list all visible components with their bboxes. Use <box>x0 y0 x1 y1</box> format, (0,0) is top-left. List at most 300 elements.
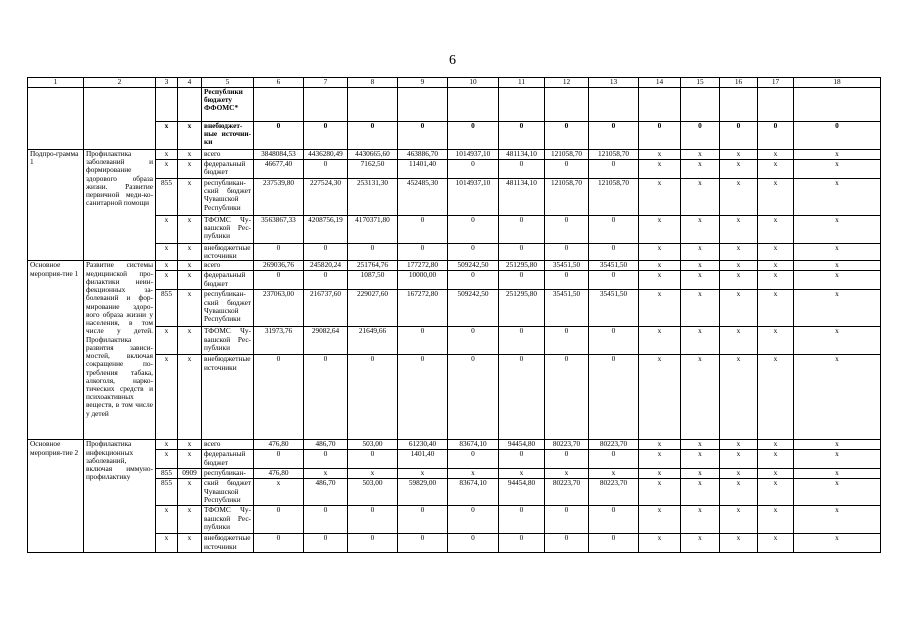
funding-source: ТФОМС Чу-вашской Рес-публики <box>202 327 254 355</box>
value-cell: 0 <box>448 355 499 440</box>
table-row <box>28 355 881 440</box>
table-row <box>28 160 881 179</box>
code-section: x <box>178 216 202 244</box>
value-cell: 476,80 <box>254 440 304 450</box>
value-cell: 121058,70 <box>545 150 589 160</box>
value-cell: x <box>639 355 681 440</box>
value-cell: 3563867,33 <box>254 216 304 244</box>
value-cell: 509242,50 <box>448 290 499 327</box>
value-cell: x <box>639 506 681 534</box>
value-cell: 0 <box>448 327 499 355</box>
section-description: Профилактика заболеваний и формирование здорового образа жизни. Развитие первичной меди-ко-санитарной помощи <box>84 150 156 261</box>
value-cell: 0 <box>589 244 639 261</box>
value-cell: x <box>681 160 720 179</box>
value-cell: x <box>639 450 681 469</box>
value-cell: x <box>304 469 348 479</box>
value-cell: x <box>720 479 758 506</box>
value-cell: x <box>720 216 758 244</box>
value-cell: 0 <box>304 271 348 290</box>
value-cell: 0 <box>545 534 589 553</box>
value-cell: 0 <box>348 450 398 469</box>
funding-source: ТФОМС Чу-вашской Рес-публики <box>202 216 254 244</box>
empty-cell <box>720 88 758 122</box>
table-row <box>28 179 881 216</box>
value-cell: x <box>720 506 758 534</box>
value-cell: x <box>681 290 720 327</box>
continuation-title-cell <box>28 88 84 150</box>
code-section: x <box>178 450 202 469</box>
value-cell: 59829,00 <box>398 479 448 506</box>
value-cell: x <box>794 450 881 469</box>
value-cell: 29082,64 <box>304 327 348 355</box>
table-row <box>28 290 881 327</box>
column-number: 7 <box>304 78 348 88</box>
table-row <box>28 450 881 469</box>
value-cell: x <box>758 179 794 216</box>
value-cell: x <box>639 261 681 271</box>
value-cell: 0 <box>254 450 304 469</box>
code-grbs: 855 <box>156 290 178 327</box>
value-cell: 4436280,49 <box>304 150 348 160</box>
column-number: 18 <box>794 78 881 88</box>
value-cell: x <box>720 534 758 553</box>
value-cell: 177272,80 <box>398 261 448 271</box>
value-cell: 509242,50 <box>448 261 499 271</box>
code-grbs: x <box>156 327 178 355</box>
value-cell: 0 <box>589 355 639 440</box>
value-cell: x <box>720 150 758 160</box>
value-cell: 80223,70 <box>545 479 589 506</box>
value-cell: x <box>720 327 758 355</box>
value-cell: x <box>720 450 758 469</box>
code-section: x <box>178 534 202 553</box>
value-cell: 35451,50 <box>545 261 589 271</box>
empty-cell <box>681 88 720 122</box>
value-cell: 0 <box>348 534 398 553</box>
value-cell: 463886,70 <box>398 150 448 160</box>
value-cell: 0 <box>304 160 348 179</box>
value-cell: x <box>794 179 881 216</box>
value-cell: 121058,70 <box>589 150 639 160</box>
value-cell: 227524,30 <box>304 179 348 216</box>
value-cell: x <box>681 469 720 479</box>
value-cell: x <box>794 290 881 327</box>
value-cell: x <box>639 271 681 290</box>
value-cell: 0 <box>794 122 881 150</box>
value-cell: x <box>794 244 881 261</box>
value-cell: 21649,66 <box>348 327 398 355</box>
code-grbs: x <box>156 122 178 150</box>
table-row <box>28 216 881 244</box>
code-grbs: x <box>156 150 178 160</box>
code-grbs: x <box>156 450 178 469</box>
value-cell: 11401,40 <box>398 160 448 179</box>
value-cell: 0 <box>545 216 589 244</box>
table-row <box>28 261 881 271</box>
value-cell: 0 <box>589 506 639 534</box>
empty-cell <box>178 88 202 122</box>
value-cell: 0 <box>304 506 348 534</box>
column-number: 9 <box>398 78 448 88</box>
value-cell: x <box>758 150 794 160</box>
value-cell: 4170371,80 <box>348 216 398 244</box>
value-cell: x <box>720 290 758 327</box>
value-cell: 0 <box>398 122 448 150</box>
funding-source: внебюджетные источники <box>202 355 254 440</box>
column-number: 5 <box>202 78 254 88</box>
funding-source: ТФОМС Чу-вашской Рес-публики <box>202 506 254 534</box>
table-row <box>28 440 881 450</box>
value-cell: 0 <box>545 355 589 440</box>
column-number: 16 <box>720 78 758 88</box>
code-grbs: x <box>156 534 178 553</box>
value-cell: x <box>720 179 758 216</box>
value-cell: 80223,70 <box>545 440 589 450</box>
value-cell: x <box>794 506 881 534</box>
value-cell: 4430665,60 <box>348 150 398 160</box>
column-number: 15 <box>681 78 720 88</box>
value-cell: 0 <box>398 216 448 244</box>
value-cell: x <box>758 261 794 271</box>
code-section: x <box>178 271 202 290</box>
value-cell: 121058,70 <box>589 179 639 216</box>
value-cell: 0 <box>681 122 720 150</box>
value-cell: 229027,60 <box>348 290 398 327</box>
value-cell: 1014937,10 <box>448 150 499 160</box>
value-cell: 0 <box>545 160 589 179</box>
value-cell: x <box>720 355 758 440</box>
value-cell: x <box>758 290 794 327</box>
empty-cell <box>545 88 589 122</box>
code-grbs: 855 <box>156 179 178 216</box>
value-cell: x <box>794 440 881 450</box>
value-cell: x <box>758 479 794 506</box>
value-cell: 0 <box>589 216 639 244</box>
value-cell: x <box>254 479 304 506</box>
value-cell: x <box>639 479 681 506</box>
value-cell: 0 <box>348 355 398 440</box>
value-cell: 0 <box>304 244 348 261</box>
value-cell: 0 <box>499 506 545 534</box>
value-cell: x <box>639 327 681 355</box>
column-number: 2 <box>84 78 156 88</box>
value-cell: 35451,50 <box>589 261 639 271</box>
value-cell: 0 <box>398 244 448 261</box>
value-cell: x <box>681 440 720 450</box>
value-cell: x <box>758 506 794 534</box>
value-cell: 0 <box>589 122 639 150</box>
value-cell: 0 <box>589 271 639 290</box>
value-cell: 167272,80 <box>398 290 448 327</box>
value-cell: 476,80 <box>254 469 304 479</box>
code-grbs: 855 <box>156 479 178 506</box>
value-cell: x <box>448 469 499 479</box>
code-section: 0909 <box>178 469 202 479</box>
value-cell: 1087,50 <box>348 271 398 290</box>
value-cell: x <box>758 160 794 179</box>
value-cell: 237539,80 <box>254 179 304 216</box>
section-description: Развитие системы медицинской про-филактики неин-фекционных за-болеваний и фор-мирование здоро-вого образа жизни у населения, в том числе у детей. Профилактика развития зависи-мостей, включая сокращение по-требления табака, алкоголя, нарко-тических средств и психоактивных веществ, в том числе у детей <box>84 261 156 440</box>
budget-table <box>27 77 881 553</box>
value-cell: x <box>499 469 545 479</box>
value-cell: 7162,50 <box>348 160 398 179</box>
value-cell: x <box>639 440 681 450</box>
value-cell: 1014937,10 <box>448 179 499 216</box>
value-cell: x <box>794 479 881 506</box>
value-cell: x <box>758 271 794 290</box>
funding-source: республикан-ский бюджет Чувашской Республики <box>202 290 254 327</box>
value-cell: x <box>720 160 758 179</box>
code-grbs: x <box>156 271 178 290</box>
value-cell: x <box>681 534 720 553</box>
value-cell: 253131,30 <box>348 179 398 216</box>
value-cell: x <box>639 469 681 479</box>
value-cell: x <box>639 290 681 327</box>
empty-cell <box>398 88 448 122</box>
value-cell: 0 <box>589 160 639 179</box>
value-cell: 0 <box>448 160 499 179</box>
value-cell: 486,70 <box>304 479 348 506</box>
table-row <box>28 150 881 160</box>
funding-source: федеральный бюджет <box>202 160 254 179</box>
value-cell: 245820,24 <box>304 261 348 271</box>
column-number: 11 <box>499 78 545 88</box>
value-cell: x <box>639 534 681 553</box>
empty-cell <box>758 88 794 122</box>
table-row <box>28 534 881 553</box>
value-cell: x <box>720 244 758 261</box>
value-cell: 61230,40 <box>398 440 448 450</box>
funding-source: всего <box>202 150 254 160</box>
value-cell: x <box>720 261 758 271</box>
page-number: 6 <box>449 53 456 68</box>
value-cell: 503,00 <box>348 479 398 506</box>
value-cell: 31973,76 <box>254 327 304 355</box>
value-cell: x <box>681 261 720 271</box>
value-cell: x <box>639 216 681 244</box>
value-cell: x <box>681 150 720 160</box>
value-cell: 0 <box>254 244 304 261</box>
column-number: 1 <box>28 78 84 88</box>
value-cell: 0 <box>499 244 545 261</box>
value-cell: 0 <box>545 327 589 355</box>
value-cell: 0 <box>348 122 398 150</box>
value-cell: 0 <box>348 244 398 261</box>
value-cell: 0 <box>639 122 681 150</box>
value-cell: x <box>681 327 720 355</box>
value-cell: x <box>720 271 758 290</box>
value-cell: x <box>681 355 720 440</box>
value-cell: 0 <box>448 122 499 150</box>
column-number-row <box>28 78 881 88</box>
code-section: x <box>178 479 202 506</box>
value-cell: 35451,50 <box>589 290 639 327</box>
value-cell: x <box>794 271 881 290</box>
value-cell: x <box>639 244 681 261</box>
code-section: x <box>178 506 202 534</box>
value-cell: 0 <box>304 450 348 469</box>
value-cell: 503,00 <box>348 440 398 450</box>
section-title: Основное мероприя-тие 1 <box>28 261 84 440</box>
value-cell: 481134,10 <box>499 179 545 216</box>
value-cell: 0 <box>545 450 589 469</box>
value-cell: 80223,70 <box>589 440 639 450</box>
value-cell: x <box>681 479 720 506</box>
funding-source: республикан-ский бюджет Чувашской Республики <box>202 179 254 216</box>
empty-cell <box>448 88 499 122</box>
empty-cell <box>499 88 545 122</box>
value-cell: 0 <box>254 122 304 150</box>
value-cell: 0 <box>448 534 499 553</box>
value-cell: 94454,80 <box>499 479 545 506</box>
value-cell: x <box>794 160 881 179</box>
value-cell: x <box>794 355 881 440</box>
value-cell: x <box>758 327 794 355</box>
value-cell: x <box>794 469 881 479</box>
value-cell: 0 <box>398 327 448 355</box>
value-cell: x <box>794 150 881 160</box>
value-cell: 0 <box>499 271 545 290</box>
value-cell: 0 <box>448 271 499 290</box>
empty-cell <box>304 88 348 122</box>
code-grbs: x <box>156 506 178 534</box>
code-section: x <box>178 355 202 440</box>
value-cell: 0 <box>348 506 398 534</box>
table-row <box>28 327 881 355</box>
code-grbs: x <box>156 261 178 271</box>
value-cell: 0 <box>254 271 304 290</box>
funding-source: ский бюджет Чувашской Республики <box>202 479 254 506</box>
section-title: Подпро-грамма 1 <box>28 150 84 261</box>
value-cell: 0 <box>589 450 639 469</box>
value-cell: 0 <box>499 122 545 150</box>
empty-cell <box>348 88 398 122</box>
continuation-value-row <box>28 122 881 150</box>
value-cell: 251764,76 <box>348 261 398 271</box>
value-cell: 0 <box>589 327 639 355</box>
table-row <box>28 469 881 479</box>
value-cell: x <box>758 450 794 469</box>
code-grbs: x <box>156 355 178 440</box>
value-cell: 10000,00 <box>398 271 448 290</box>
value-cell: 0 <box>545 244 589 261</box>
value-cell: 237063,00 <box>254 290 304 327</box>
value-cell: x <box>720 469 758 479</box>
code-grbs: 855 <box>156 469 178 479</box>
value-cell: x <box>681 179 720 216</box>
value-cell: 0 <box>304 122 348 150</box>
empty-cell <box>639 88 681 122</box>
value-cell: 0 <box>499 327 545 355</box>
value-cell: 251295,80 <box>499 290 545 327</box>
column-number: 14 <box>639 78 681 88</box>
value-cell: x <box>545 469 589 479</box>
code-section: x <box>178 290 202 327</box>
table-row <box>28 244 881 261</box>
value-cell: x <box>758 440 794 450</box>
code-section: x <box>178 160 202 179</box>
code-section: x <box>178 440 202 450</box>
value-cell: x <box>758 244 794 261</box>
column-number: 17 <box>758 78 794 88</box>
value-cell: 0 <box>545 271 589 290</box>
empty-cell <box>589 88 639 122</box>
value-cell: x <box>681 506 720 534</box>
value-cell: 481134,10 <box>499 150 545 160</box>
code-section: x <box>178 122 202 150</box>
code-section: x <box>178 150 202 160</box>
value-cell: 0 <box>499 534 545 553</box>
value-cell: 0 <box>499 450 545 469</box>
value-cell: 0 <box>499 160 545 179</box>
value-cell: 0 <box>254 506 304 534</box>
value-cell: x <box>398 469 448 479</box>
value-cell: x <box>794 534 881 553</box>
funding-source: федеральный бюджет <box>202 271 254 290</box>
value-cell: 0 <box>448 244 499 261</box>
value-cell: 0 <box>448 450 499 469</box>
continuation-desc-cell <box>84 88 156 150</box>
value-cell: 269036,76 <box>254 261 304 271</box>
column-number: 12 <box>545 78 589 88</box>
funding-source: внебюджет-ные источни-ки <box>202 122 254 150</box>
value-cell: 0 <box>499 355 545 440</box>
value-cell: 486,70 <box>304 440 348 450</box>
value-cell: x <box>681 216 720 244</box>
value-cell: 3848084,53 <box>254 150 304 160</box>
value-cell: 83674,10 <box>448 479 499 506</box>
column-number: 4 <box>178 78 202 88</box>
code-section: x <box>178 261 202 271</box>
value-cell: x <box>794 216 881 244</box>
code-grbs: x <box>156 216 178 244</box>
empty-cell <box>254 88 304 122</box>
code-grbs: x <box>156 440 178 450</box>
value-cell: 0 <box>254 355 304 440</box>
code-section: x <box>178 179 202 216</box>
value-cell: 35451,50 <box>545 290 589 327</box>
funding-source: внебюджетные источники <box>202 244 254 261</box>
value-cell: 0 <box>304 355 348 440</box>
empty-cell <box>794 88 881 122</box>
value-cell: 452485,30 <box>398 179 448 216</box>
table-row <box>28 271 881 290</box>
value-cell: 94454,80 <box>499 440 545 450</box>
value-cell: 251295,80 <box>499 261 545 271</box>
funding-source: всего <box>202 440 254 450</box>
value-cell: 216737,60 <box>304 290 348 327</box>
value-cell: x <box>794 261 881 271</box>
value-cell: x <box>758 534 794 553</box>
value-cell: 0 <box>398 355 448 440</box>
value-cell: x <box>639 160 681 179</box>
code-grbs: x <box>156 160 178 179</box>
value-cell: 0 <box>545 122 589 150</box>
value-cell: x <box>758 355 794 440</box>
value-cell: 83674,10 <box>448 440 499 450</box>
code-section: x <box>178 244 202 261</box>
value-cell: 121058,70 <box>545 179 589 216</box>
value-cell: x <box>794 327 881 355</box>
value-cell: 0 <box>304 534 348 553</box>
value-cell: 0 <box>589 534 639 553</box>
empty-cell <box>156 88 178 122</box>
continuation-label-row <box>28 88 881 122</box>
continuation-source-label: Республики бюджету ФФОМС* <box>202 88 254 122</box>
column-number: 8 <box>348 78 398 88</box>
value-cell: x <box>639 150 681 160</box>
code-grbs: x <box>156 244 178 261</box>
